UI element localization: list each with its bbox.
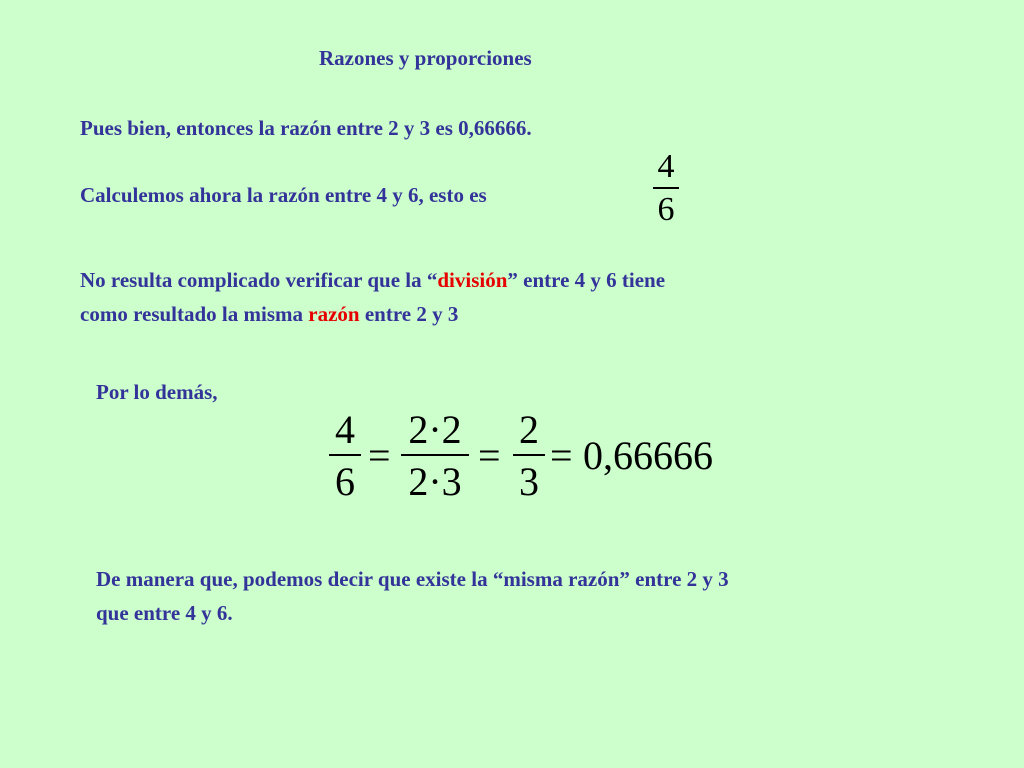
fraction-denominator: 6 xyxy=(657,190,675,228)
fraction-denominator: 2·3 xyxy=(408,458,462,504)
highlight-division: división xyxy=(437,268,508,292)
conclusion-line-1: De manera que, podemos decir que existe la “misma razón” entre 2 y 3 xyxy=(96,567,729,591)
equals-sign: = xyxy=(478,433,501,478)
fraction-bar xyxy=(401,454,469,456)
fraction-denominator: 6 xyxy=(335,458,355,504)
fraction-denominator: 3 xyxy=(519,458,539,504)
text-segment: entre 2 y 3 xyxy=(359,302,459,326)
equals-sign: = xyxy=(550,433,573,478)
equation-result: 0,66666 xyxy=(583,433,713,478)
por-lo-demas-line: Por lo demás, xyxy=(96,380,218,404)
fraction-numerator: 2·2 xyxy=(408,407,462,452)
highlight-razon: razón xyxy=(308,302,360,326)
intro-line: Pues bien, entonces la razón entre 2 y 3 es 0,66666. xyxy=(80,116,532,140)
verification-line-2 xyxy=(80,298,458,330)
text-segment: No resulta complicado verificar que la “ xyxy=(80,268,438,292)
equation-fraction-2x2-2x3 xyxy=(400,407,470,504)
text-segment: ” entre 4 y 6 tiene xyxy=(507,268,666,292)
fraction-numerator: 4 xyxy=(657,148,675,185)
fraction-numerator: 4 xyxy=(335,407,355,452)
equation-fraction-2-3 xyxy=(512,407,546,504)
text-segment: como resultado la misma xyxy=(80,302,309,326)
slide-title: Razones y proporciones xyxy=(319,46,532,70)
fraction-4-6 xyxy=(652,150,680,227)
fraction-bar xyxy=(329,454,361,456)
fraction-bar xyxy=(513,454,545,456)
equals-sign: = xyxy=(368,433,391,478)
fraction-bar xyxy=(653,187,679,189)
verification-line-1 xyxy=(80,264,665,296)
calc-line: Calculemos ahora la razón entre 4 y 6, esto es xyxy=(80,183,487,207)
fraction-numerator: 2 xyxy=(519,407,539,452)
equation-fraction-4-6 xyxy=(328,407,362,504)
conclusion-line-2: que entre 4 y 6. xyxy=(96,601,233,625)
